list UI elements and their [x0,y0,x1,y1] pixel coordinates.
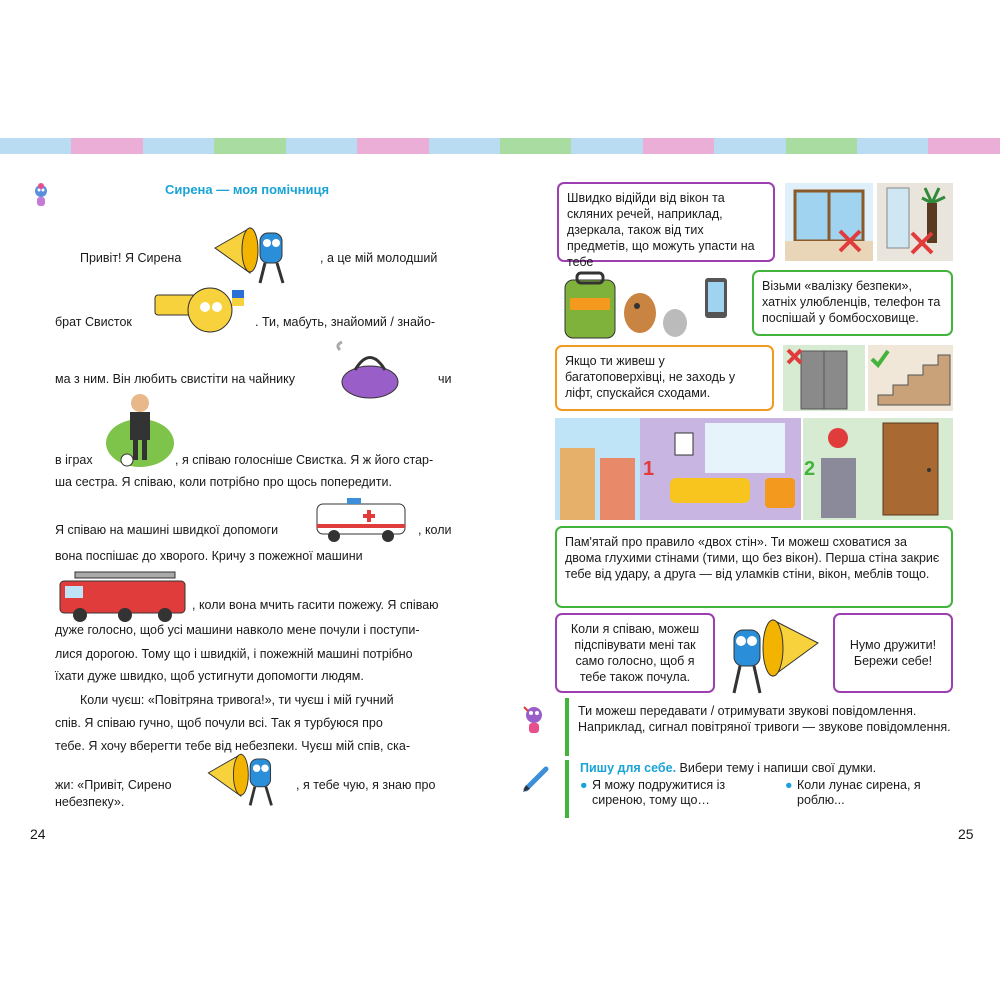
text-line: вона поспішає до хворого. Кричу з пожежної машини [55,549,363,563]
text-line: тебе. Я хочу вберегти тебе від небезпеки. Чуєш мій спів, ска- [55,739,411,753]
text-line: лися дорогою. Тому що і швидкій, і пожежній машині потрібно [55,647,413,661]
text-line: , а це мій молодший [320,251,438,265]
stripe-segment [143,138,214,154]
scene-number-2: 2 [804,458,816,480]
stairs-image [868,345,953,411]
stripe-segment [429,138,500,154]
room-scene-1-image [555,418,801,520]
safety-tip-windows: Швидко відійди від вікон та скляних речей, наприклад, дзеркала, також від тих предметів, що можуть упасти на тебе [557,182,775,262]
two-walls-rule: Пам'ятай про правило «двох стін». Ти можеш сховатися за двома глухими стінами (тими, що без вікон). Перша стіна закриє тебе від удару, а друга — від уламків стіни, вікон, меблів тощо. [555,526,953,608]
friends-message: Нумо дружити! Бережи себе! [833,613,953,693]
write-bar [565,760,569,818]
safety-tip-bag: Візьми «валізку безпеки», хатніх улюбленців, телефон та поспішай у бомбосховище. [752,270,953,336]
text-line: жи: «Привіт, Сирено [55,778,172,792]
text-line: . Ти, мабуть, знайомий / знайо- [255,315,436,329]
window-image [785,183,873,261]
ambulance-image [312,492,412,547]
write-prompt [580,761,876,776]
emergency-bag-pets-image [555,268,745,343]
info-text: Ти можеш передавати / отримувати звукові повідомлення. Наприклад, сигнал повітряної тривоги — звукове повідомлення. [578,704,951,734]
bullet: ● [785,778,793,792]
text-line: , коли вона мчить гасити пожежу. Я співаю [192,598,439,612]
text-line: їхати дуже швидко, щоб устигнути допомогти людям. [55,669,364,683]
mirror-image [877,183,953,261]
text-line: дуже голосно, щоб усі машини навколо мене почули і поступи- [55,623,420,637]
text-line: Коли чуєш: «Повітряна тривога!», ти чуєш і мій гучний [80,693,394,707]
text-line: чи [438,372,452,386]
text-line: небезпеку». [55,795,125,809]
elevator-image [783,345,865,411]
pen-icon [520,765,552,793]
text-line: , я співаю голосніше Свистка. Я ж його стар- [175,453,434,467]
whistle-character-image [150,275,250,345]
stripe-segment [214,138,285,154]
page-number-left: 24 [30,826,46,842]
fire-truck-image [55,566,190,624]
stripe-segment [571,138,642,154]
sing-along-tip: Коли я співаю, можеш підспівувати мені так само голосно, щоб я тебе також почула. [555,613,715,693]
character-icon [520,703,548,735]
info-bar [565,698,569,756]
text-line: в іграх [55,453,93,467]
stripe-segment [500,138,571,154]
text-line: , я тебе чую, я знаю про [296,778,436,792]
siren-character-image [198,745,293,810]
stripe-segment [286,138,357,154]
bullet: ● [580,778,588,792]
character-icon [30,183,52,211]
option-2: ● Коли лунає сирена, я роблю... [785,778,921,807]
stripe-segment [357,138,428,154]
text-line: Привіт! Я Сирена [80,251,182,265]
page-number-right: 25 [958,826,974,842]
siren-character-image [708,608,828,698]
color-stripe [0,138,1000,154]
stripe-segment [714,138,785,154]
stripe-segment [857,138,928,154]
stripe-segment [928,138,999,154]
page-title: Сирена — моя помічниця [165,182,330,197]
text-line: брат Свисток [55,315,132,329]
option-1: ● Я можу подружитися із сиреною, тому що… [580,778,726,807]
referee-image [105,388,175,468]
stripe-segment [786,138,857,154]
room-scene-2-image [803,418,953,520]
safety-tip-stairs: Якщо ти живеш у багатоповерхівці, не заходь у ліфт, спускайся сходами. [555,345,774,411]
stripe-segment [71,138,142,154]
text-line: , коли [418,523,452,537]
text-line: спів. Я співаю гучно, щоб почули всі. Так я турбуюся про [55,716,383,730]
kettle-image [330,340,405,400]
write-heading: Пишу для себе. [580,761,677,775]
scene-number-1: 1 [643,458,655,480]
text-line: ма з ним. Він любить свистіти на чайнику [55,372,295,386]
text-line: Я співаю на машині швидкої допомоги [55,523,279,537]
stripe-segment [643,138,714,154]
stripe-segment [0,138,71,154]
write-instructions: Вибери тему і напиши свої думки. [679,761,877,775]
text-line: ша сестра. Я співаю, коли потрібно про щось попередити. [55,475,392,489]
